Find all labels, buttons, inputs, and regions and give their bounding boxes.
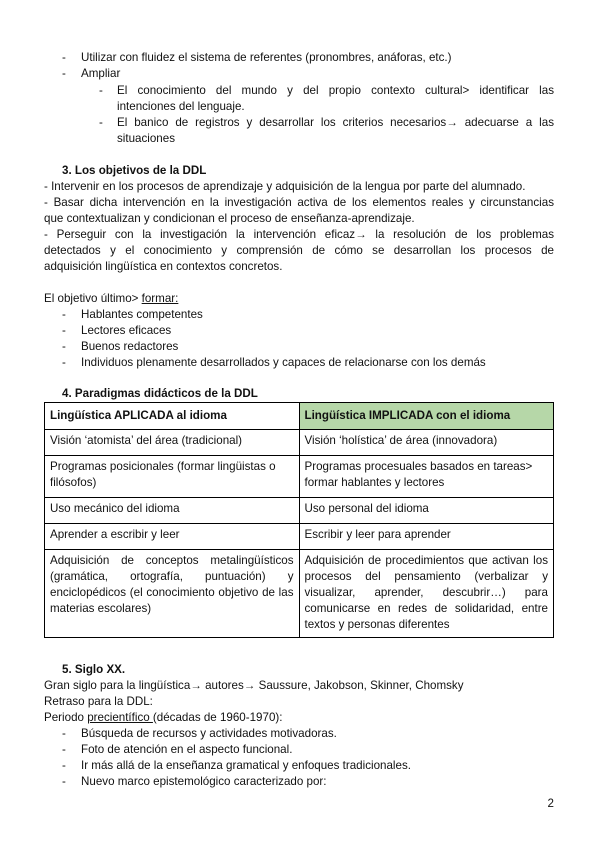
- paragraph-line: Retraso para la DDL:: [44, 695, 153, 708]
- list-item: Nuevo marco epistemológico caracterizado por:: [81, 775, 327, 788]
- paradigms-table: [44, 402, 554, 638]
- objective-word: formar:: [141, 292, 179, 305]
- table-cell: Aprender a escribir y leer: [45, 524, 300, 550]
- list-bullet: -: [62, 743, 66, 756]
- paragraph-line: Gran siglo para la lingüística→ autores→ Saussure, Jakobson, Skinner, Chomsky: [44, 679, 464, 692]
- list-bullet: -: [62, 67, 66, 80]
- period-line: [44, 710, 282, 726]
- list-item: Individuos plenamente desarrollados y capaces de relacionarse con los demás: [81, 356, 486, 369]
- period-prefix: Periodo: [44, 711, 88, 724]
- paragraph-line: adquisición lingüística en contextos concretos.: [44, 260, 283, 273]
- table-cell: Visión ‘holística’ de área (innovadora): [299, 430, 554, 456]
- paragraph-line: que contextualizan y condicionan el proceso de enseñanza-aprendizaje.: [44, 212, 415, 225]
- list-bullet: -: [62, 324, 66, 337]
- list-item: Hablantes competentes: [81, 308, 203, 321]
- paragraph-line: - Basar dicha intervención en la investigación activa de los elementos reales y circunstancias: [44, 196, 554, 209]
- list-bullet: -: [62, 759, 66, 772]
- sub-list-item-line: intenciones del lenguaje.: [117, 100, 245, 113]
- list-item: Ir más allá de la enseñanza gramatical y enfoques tradicionales.: [81, 759, 411, 772]
- paragraph-line: detectados y el conocimiento y comprensión de cómo se desarrollan los procesos de: [44, 244, 554, 257]
- table-cell: Uso personal del idioma: [299, 498, 554, 524]
- table-cell: Uso mecánico del idioma: [45, 498, 300, 524]
- section-heading: 3. Los objetivos de la DDL: [62, 164, 207, 177]
- objective-line: [44, 291, 178, 307]
- table-header-row: [45, 403, 554, 430]
- list-bullet: -: [62, 727, 66, 740]
- table-row: [45, 550, 554, 638]
- sub-list-item-line: situaciones: [117, 132, 176, 145]
- list-item: Foto de atención en el aspecto funcional.: [81, 743, 293, 756]
- section-heading: 4. Paradigmas didácticos de la DDL: [62, 387, 258, 400]
- table-cell: Programas posicionales (formar lingüistas o filósofos): [45, 456, 300, 498]
- list-item: Búsqueda de recursos y actividades motivadoras.: [81, 727, 337, 740]
- paragraph-line: - Perseguir con la investigación la intervención eficaz→ la resolución de los problemas: [44, 228, 554, 241]
- page-number: 2: [547, 797, 554, 810]
- list-bullet: -: [62, 308, 66, 321]
- table-cell: Programas procesuales basados en tareas> formar hablantes y lectores: [299, 456, 554, 498]
- table-header-left: Lingüística APLICADA al idioma: [45, 403, 300, 430]
- list-item: Lectores eficaces: [81, 324, 172, 337]
- list-bullet: -: [99, 84, 103, 97]
- list-item: Ampliar: [81, 67, 121, 80]
- list-item: Buenos redactores: [81, 340, 179, 353]
- table-cell: Adquisición de procedimientos que activan los procesos del pensamiento (verbalizar y visualizar, aprender, descubrir…) para comunicarse en redes de solidaridad, entre textos y personas diferentes: [299, 550, 554, 638]
- table-row: [45, 498, 554, 524]
- list-bullet: -: [62, 775, 66, 788]
- list-bullet: -: [62, 51, 66, 64]
- list-bullet: -: [62, 340, 66, 353]
- table-cell: Adquisición de conceptos metalingüísticos (gramática, ortografía, puntuación) y enciclopédicos (el conocimiento objetivo de las materias escolares): [45, 550, 300, 638]
- sub-list-item-line: El banico de registros y desarrollar los criterios necesarios→ adecuarse a las: [117, 116, 554, 129]
- period-suffix: (décadas de 1960-1970):: [152, 711, 283, 724]
- list-bullet: -: [99, 116, 103, 129]
- paragraph-line: - Intervenir en los procesos de aprendizaje y adquisición de la lengua por parte del alumnado.: [44, 180, 526, 193]
- table-row: [45, 524, 554, 550]
- table-cell: Visión ‘atomista’ del área (tradicional): [45, 430, 300, 456]
- list-bullet: -: [62, 356, 66, 369]
- objective-prefix: El objetivo último>: [44, 292, 142, 305]
- sub-list-item-line: El conocimiento del mundo y del propio contexto cultural> identificar las: [117, 84, 554, 97]
- table-row: [45, 456, 554, 498]
- table-cell: Escribir y leer para aprender: [299, 524, 554, 550]
- section-heading: 5. Siglo XX.: [62, 663, 126, 676]
- table-header-right: Lingüística IMPLICADA con el idioma: [299, 403, 554, 430]
- table-row: [45, 430, 554, 456]
- list-item: Utilizar con fluidez el sistema de referentes (pronombres, anáforas, etc.): [81, 51, 452, 64]
- period-word: precientífico: [87, 711, 153, 724]
